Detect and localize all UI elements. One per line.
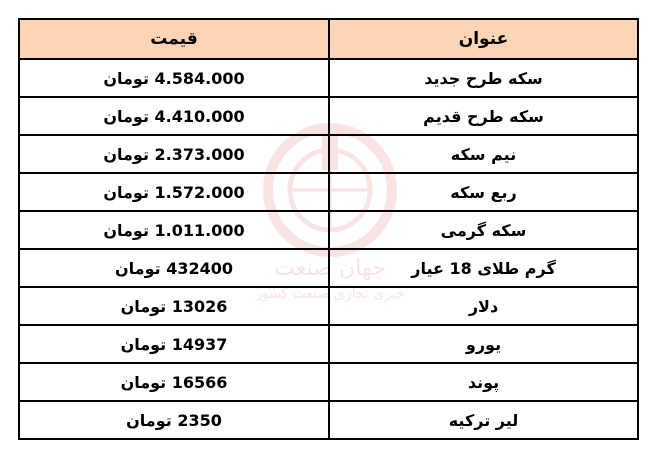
table-row [19,173,638,211]
table-row [19,325,638,363]
price-value: 4.584.000 تومان [103,68,245,88]
price-value: 13026 تومان [120,296,228,316]
watermark-line2: خبری تجاری صنعت کشور [255,286,405,302]
row-title: یورو [329,325,638,363]
table-row [19,287,638,325]
row-title: ربع سکه [329,173,638,211]
table-row [19,135,638,173]
row-price [19,135,329,173]
row-price [19,287,329,325]
row-title: دلار [329,287,638,325]
row-title: سکه گرمی [329,211,638,249]
row-price [19,173,329,211]
row-price [19,211,329,249]
table-row [19,59,638,97]
row-title: نیم سکه [329,135,638,173]
row-price [19,97,329,135]
table-row [19,211,638,249]
price-table [18,18,639,440]
row-price [19,401,329,439]
row-price [19,325,329,363]
price-value: 1.011.000 تومان [103,220,245,240]
header-title: عنوان [329,19,638,59]
price-value: 16566 تومان [120,372,228,392]
header-row [19,19,638,59]
price-value: 2350 تومان [126,410,222,430]
price-value: 14937 تومان [120,334,228,354]
row-price [19,59,329,97]
table-row [19,249,638,287]
row-title: پوند [329,363,638,401]
price-value: 4.410.000 تومان [103,106,245,126]
table-row [19,363,638,401]
table-row [19,97,638,135]
table-header [19,19,638,59]
row-price [19,363,329,401]
table-row [19,401,638,439]
row-title: لیر ترکیه [329,401,638,439]
row-title: گرم طلای 18 عیار [329,249,638,287]
price-value: 2.373.000 تومان [103,144,245,164]
row-price [19,249,329,287]
row-title: سکه طرح جدید [329,59,638,97]
watermark-line1: جهان صنعت [274,256,386,281]
table-body [19,59,638,439]
price-value: 1.572.000 تومان [103,182,245,202]
header-price: قیمت [19,19,329,59]
price-value: 432400 تومان [115,258,233,278]
row-title: سکه طرح قدیم [329,97,638,135]
